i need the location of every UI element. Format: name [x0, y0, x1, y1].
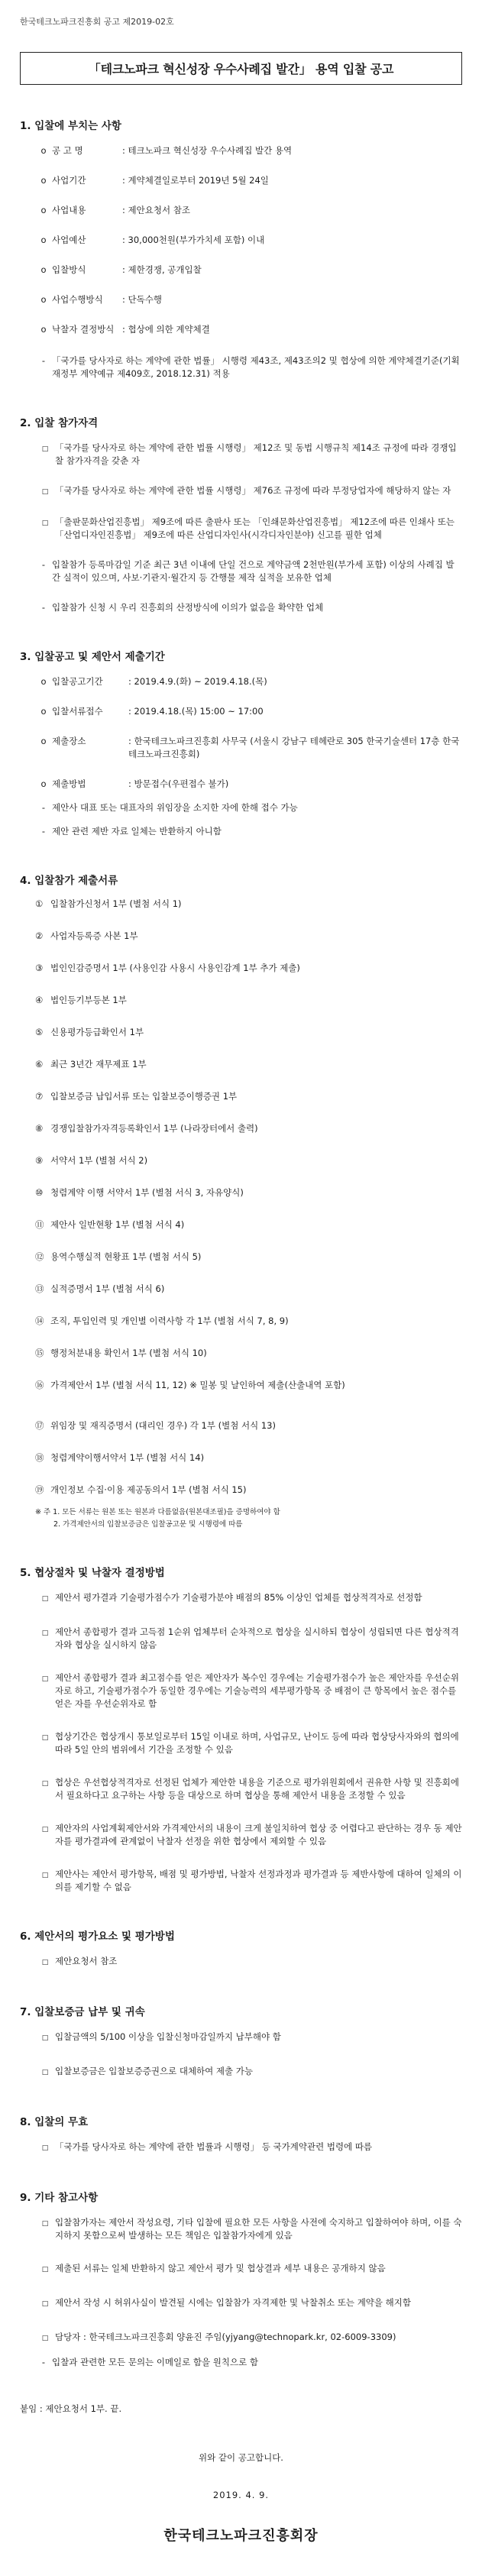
dash-bullet: -	[41, 826, 46, 837]
document-item	[35, 1379, 462, 1392]
section-3-list	[20, 675, 462, 838]
item-number: ⑩	[35, 1187, 44, 1198]
period-row	[35, 735, 462, 761]
circle-bullet: o	[40, 676, 47, 687]
period-row	[35, 778, 462, 791]
item-number: ⑧	[35, 1123, 44, 1134]
section-7-heading: 7. 입찰보증금 납부 및 귀속	[20, 2006, 145, 2018]
document-item-text: 제안사 일반현황 1부 (별첨 서식 4)	[50, 1219, 185, 1230]
document-item	[35, 1251, 462, 1264]
section-1-note	[20, 354, 462, 380]
circle-bullet: o	[40, 778, 47, 789]
submission-note	[35, 825, 462, 838]
section-8-list	[20, 2141, 462, 2155]
section-1-list	[20, 144, 462, 336]
square-bullet: □	[41, 1629, 49, 1637]
info-label: 사업수행방식	[52, 294, 103, 305]
item-number: ⑱	[35, 1452, 44, 1463]
deposit-text: 입찰금액의 5/100 이상을 입찰신청마감일까지 납부해야 함	[55, 2031, 281, 2042]
document-item	[35, 1283, 462, 1296]
procedure-text: 제안자의 사업계획제안서와 가격제안서의 내용이 크게 불일치하여 협상 중 어렵다고 판단하는 경우 동 제안자를 평가결과에 관계없이 낙찰자 선정을 위한 협상에서 제외할 수 있음	[55, 1823, 462, 1846]
circle-bullet: o	[40, 235, 47, 245]
deposit-text: 입찰보증금은 입찰보증증권으로 대체하여 제출 가능	[55, 2066, 254, 2076]
attachment-line: 붙임 : 제안요청서 1부. 끝.	[20, 2403, 122, 2414]
procedure-item	[35, 1730, 462, 1756]
reference-item	[35, 2262, 462, 2277]
square-bullet: □	[41, 2300, 49, 2308]
info-value: : 계약체결일로부터 2019년 5월 24일	[122, 175, 269, 186]
document-item-text: 청렴계약이행서약서 1부 (별첨 서식 14)	[50, 1452, 205, 1463]
invalidity-item	[35, 2141, 462, 2155]
procedure-item	[35, 1822, 462, 1848]
procedure-item	[35, 1591, 462, 1606]
square-bullet: □	[41, 2034, 49, 2042]
period-label: 제출방법	[52, 778, 86, 789]
qualification-note-text: 입찰참가 등록마감일 기준 최근 3년 이내에 단일 건으로 계약금액 2천만원(부가세 포함) 이상의 사례집 발간 실적이 있으며, 사보·기관지·월간지 등 간행물 제작 실적을 보유한 업체	[52, 559, 455, 583]
circle-bullet: o	[40, 175, 47, 186]
document-item	[35, 1122, 462, 1135]
square-bullet: □	[41, 519, 49, 527]
procedure-item	[35, 1776, 462, 1802]
square-bullet: □	[41, 1959, 49, 1966]
deposit-item	[35, 2065, 462, 2079]
document-item-text: 신용평가등급확인서 1부	[50, 1027, 144, 1037]
item-number: ⑦	[35, 1091, 44, 1102]
info-row	[35, 144, 462, 157]
procedure-text: 제안사는 제안서 평가항목, 배점 및 평가방법, 낙찰자 선정과정과 평가결과 등 제반사항에 대하여 일체의 이의를 제기할 수 없음	[55, 1869, 462, 1892]
document-item	[35, 1315, 462, 1328]
document-item-text: 최근 3년간 재무제표 1부	[50, 1059, 147, 1070]
square-bullet: □	[41, 445, 49, 453]
document-item-text: 행정처분내용 확인서 1부 (별첨 서식 10)	[50, 1348, 207, 1358]
item-number: ⑮	[35, 1348, 44, 1358]
info-label: 사업예산	[52, 235, 86, 245]
document-item	[35, 1186, 462, 1199]
item-number: ①	[35, 898, 44, 909]
procedure-text: 제안서 평가결과 기술평가점수가 기술평가분야 배점의 85% 이상인 업체를 협상적격자로 선정함	[55, 1592, 422, 1603]
closing-statement: 위와 같이 공고합니다.	[199, 2452, 283, 2463]
square-bullet: □	[41, 2144, 49, 2152]
period-value: : 방문접수(우편접수 불가)	[128, 778, 229, 789]
qualification-item	[35, 442, 462, 468]
qualification-item	[35, 484, 462, 499]
dash-bullet: -	[41, 2357, 46, 2367]
notice-number: 한국테크노파크진흥회 공고 제2019-02호	[20, 17, 174, 27]
reference-text: 입찰참가자는 제안서 작성요령, 기타 입찰에 필요한 모든 사항을 사전에 숙지하고 입찰하여야 하며, 이를 숙지하지 못함으로써 발생하는 모든 책임은 입찰참가자에게 있음	[55, 2217, 462, 2241]
square-bullet: □	[41, 1872, 49, 1879]
document-item-text: 용역수행실적 현황표 1부 (별첨 서식 5)	[50, 1251, 202, 1262]
item-number: ⑨	[35, 1155, 44, 1166]
info-row	[35, 174, 462, 187]
document-item-text: 서약서 1부 (별첨 서식 2)	[50, 1155, 148, 1166]
reference-text: 담당자 : 한국테크노파크진흥회 양윤진 주임(yjyang@technopark.kr, 02-6009-3309)	[55, 2332, 396, 2342]
section-2-heading: 2. 입찰 참가자격	[20, 417, 99, 429]
square-bullet: □	[41, 1675, 49, 1683]
dash-bullet: -	[41, 802, 46, 813]
section-1	[20, 117, 462, 380]
procedure-item	[35, 1626, 462, 1652]
reference-text: 제안서 작성 시 허위사실이 발견될 시에는 입찰참가 자격제한 및 낙찰취소 또는 계약을 해지함	[55, 2297, 412, 2308]
circle-bullet: o	[40, 324, 47, 335]
item-number: ②	[35, 930, 44, 941]
period-row	[35, 705, 462, 718]
qualification-text: 「국가를 당사자로 하는 계약에 관한 법률 시행령」 제12조 및 동법 시행규칙 제14조 규정에 따라 경쟁입찰 참가자격을 갖춘 자	[55, 442, 457, 466]
period-row	[35, 675, 462, 688]
document-item-text: 위임장 및 재직증명서 (대리인 경우) 각 1부 (별첨 서식 13)	[50, 1420, 276, 1431]
item-number: ④	[35, 995, 44, 1005]
item-number: ⑬	[35, 1283, 44, 1294]
document-item-text: 청렴계약 이행 서약서 1부 (별첨 서식 3, 자유양식)	[50, 1187, 244, 1198]
section-2-list	[20, 442, 462, 614]
square-bullet: □	[41, 1780, 49, 1788]
invalidity-text: 「국가를 당사자로 하는 계약에 관한 법률과 시행령」 등 국가계약관련 법령에 따름	[55, 2141, 373, 2152]
document-item	[35, 1347, 462, 1360]
qualification-item	[35, 516, 462, 542]
document-item-text: 입찰보증금 납입서류 또는 입찰보증이행증권 1부	[50, 1091, 238, 1102]
info-value: : 단독수행	[122, 294, 162, 305]
section-3	[20, 648, 462, 838]
dash-bullet: -	[41, 602, 46, 613]
document-item-text: 실적증명서 1부 (별첨 서식 6)	[50, 1283, 165, 1294]
info-label: 낙찰자 결정방식	[52, 324, 115, 335]
circle-bullet: o	[40, 706, 47, 717]
section-7	[20, 2003, 462, 2079]
square-bullet: □	[41, 1826, 49, 1833]
section-4-note-2: 2. 가격제안서의 입찰보증금은 입찰공고문 및 시행령에 따름	[53, 1520, 243, 1529]
info-value: : 협상에 의한 계약체결	[122, 324, 210, 335]
procedure-text: 협상은 우선협상적격자로 선정된 업체가 제안한 내용을 기준으로 평가위원회에서 권유한 사항 및 진흥회에서 필요하다고 요구하는 사항 등을 대상으로 하며 협상을 통해 제안서 내용을 조정할 수 있음	[55, 1777, 460, 1801]
document-item	[35, 994, 462, 1007]
square-bullet: □	[41, 2335, 49, 2342]
procedure-text: 제안서 종합평가 결과 최고점수를 얻은 제안자가 복수인 경우에는 기술평가점수가 높은 제안자를 우선순위자로 하고, 기술평가점수가 동일한 경우에는 기술능력의 세부평가항목 중 배점이 큰 항목에서 높은 점수를 얻은 자를 우선순위자로 함	[55, 1672, 460, 1709]
info-row	[35, 204, 462, 217]
evaluation-item	[35, 1955, 462, 1969]
procedure-item	[35, 1868, 462, 1894]
procedure-item	[35, 1671, 462, 1710]
info-label: 입찰방식	[52, 264, 86, 275]
section-6	[20, 1927, 462, 1969]
info-row	[35, 264, 462, 277]
qualification-note	[35, 558, 462, 584]
item-number: ⑪	[35, 1219, 44, 1230]
document-item	[35, 1484, 462, 1497]
document-title: 「테크노파크 혁신성장 우수사례집 발간」 용역 입찰 공고	[20, 52, 462, 85]
section-4-note-1: ※ 주 1. 모든 서류는 원본 또는 원본과 다름없음(원본대조필)을 증명하여야 함	[35, 1508, 280, 1516]
square-bullet: □	[41, 1595, 49, 1603]
square-bullet: □	[41, 1734, 49, 1742]
section-7-list	[20, 2031, 462, 2079]
section-4-list	[20, 898, 462, 1497]
issuing-organization: 한국테크노파크진흥회장	[163, 2528, 319, 2544]
section-9-list	[20, 2216, 462, 2345]
square-bullet: □	[41, 488, 49, 496]
section-9-note	[20, 2356, 462, 2369]
document-item-text: 법인등기부등본 1부	[50, 995, 127, 1005]
item-number: ⑭	[35, 1316, 44, 1326]
period-label: 입찰공고기간	[52, 676, 103, 687]
document-item	[35, 1451, 462, 1464]
period-value: : 2019.4.18.(목) 15:00 ~ 17:00	[128, 706, 264, 717]
document-item-text: 개인정보 수집·이용 제공동의서 1부 (별첨 서식 15)	[50, 1484, 247, 1495]
evaluation-text: 제안요청서 참조	[55, 1956, 118, 1966]
item-number: ③	[35, 963, 44, 973]
qualification-text: 「국가를 당사자로 하는 계약에 관한 법률 시행령」 제76조 규정에 따라 부정당업자에 해당하지 않는 자	[55, 485, 451, 496]
square-bullet: □	[41, 2220, 49, 2228]
document-item	[35, 898, 462, 911]
section-5-heading: 5. 협상절차 및 낙찰자 결정방법	[20, 1567, 165, 1579]
qualification-text: 「출판문화산업진흥법」 제9조에 따른 출판사 또는 「인쇄문화산업진흥법」 제12조에 따른 인쇄사 또는 「산업디자인진흥법」 제9조에 따른 산업디자인사(시각디자인분야) 신고를 필한 업체	[55, 516, 455, 540]
item-number: ⑤	[35, 1027, 44, 1037]
item-number: ⑫	[35, 1251, 44, 1262]
section-5-list	[20, 1591, 462, 1894]
section-6-list	[20, 1955, 462, 1969]
qualification-note-text: 입찰참가 신청 시 우리 진흥회의 산정방식에 이의가 없음을 확약한 업체	[52, 602, 324, 613]
document-item	[35, 1419, 462, 1432]
circle-bullet: o	[40, 205, 47, 215]
section-8	[20, 2113, 462, 2155]
item-number: ⑯	[35, 1380, 44, 1390]
document-item	[35, 1026, 462, 1039]
deposit-item	[35, 2031, 462, 2045]
reference-text: 제출된 서류는 일체 반환하지 않고 제안서 평가 및 협상결과 세부 내용은 공개하지 않음	[55, 2263, 386, 2273]
procedure-text: 제안서 종합평가 결과 고득점 1순위 업체부터 순차적으로 협상을 실시하되 협상이 성립되면 다른 협상적격자와 협상을 실시하지 않음	[55, 1626, 459, 1650]
circle-bullet: o	[40, 294, 47, 305]
dash-bullet: -	[41, 355, 46, 366]
section-1-note-text: 「국가를 당사자로 하는 계약에 관한 법률」 시행령 제43조, 제43조의2 및 협상에 의한 계약체결기준(기획재정부 계약예규 제409호, 2018.12.31) 적용	[52, 355, 460, 379]
qualification-note	[35, 601, 462, 614]
document-item	[35, 1154, 462, 1167]
document-item	[35, 962, 462, 975]
section-4	[20, 872, 462, 1530]
procedure-text: 협상기간은 협상개시 통보일로부터 15일 이내로 하며, 사업규모, 난이도 등에 따라 협상당사자와의 협의에 따라 5일 안의 범위에서 기간을 조정할 수 있음	[55, 1731, 459, 1755]
info-row	[35, 323, 462, 336]
submission-note	[35, 801, 462, 814]
section-6-heading: 6. 제안서의 평가요소 및 평가방법	[20, 1930, 175, 1943]
period-value: : 2019.4.9.(화) ~ 2019.4.18.(목)	[128, 676, 267, 687]
info-label: 사업내용	[52, 205, 86, 215]
dash-bullet: -	[41, 559, 46, 570]
section-9-heading: 9. 기타 참고사항	[20, 2192, 99, 2204]
document-item	[35, 930, 462, 943]
reference-item	[35, 2216, 462, 2242]
section-8-heading: 8. 입찰의 무효	[20, 2116, 89, 2128]
info-row	[35, 293, 462, 306]
section-2	[20, 414, 462, 614]
document-item-text: 입찰참가신청서 1부 (별첨 서식 1)	[50, 898, 182, 909]
document-item-text: 법인인감증명서 1부 (사용인감 사용시 사용인감계 1부 추가 제출)	[50, 963, 300, 973]
reference-item	[35, 2296, 462, 2311]
period-label: 제출장소	[52, 736, 86, 746]
item-number: ⑰	[35, 1420, 44, 1431]
section-4-heading: 4. 입찰참가 제출서류	[20, 875, 118, 887]
section-3-heading: 3. 입찰공고 및 제안서 제출기간	[20, 651, 165, 663]
info-value: : 제안요청서 참조	[122, 205, 190, 215]
section-9	[20, 2189, 462, 2369]
item-number: ⑲	[35, 1484, 44, 1495]
document-item-text: 조직, 투입인력 및 개인별 이력사항 각 1부 (별첨 서식 7, 8, 9)	[50, 1316, 289, 1326]
document-item-text: 가격제안서 1부 (별첨 서식 11, 12) ※ 밀봉 및 날인하여 제출(산출내역 포함)	[50, 1380, 345, 1390]
notice-date: 2019. 4. 9.	[212, 2490, 270, 2500]
submission-note-text: 제안 관련 제반 자료 일체는 반환하지 아니함	[52, 826, 222, 837]
circle-bullet: o	[40, 145, 47, 156]
info-label: 사업기간	[52, 175, 86, 186]
square-bullet: □	[41, 2266, 49, 2273]
info-value: : 제한경쟁, 공개입찰	[122, 264, 202, 275]
document-item-text: 경쟁입찰참가자격등록확인서 1부 (나라장터에서 출력)	[50, 1123, 258, 1134]
period-label: 입찰서류접수	[52, 706, 103, 717]
info-value: : 30,000천원(부가가치세 포함) 이내	[122, 235, 265, 245]
square-bullet: □	[41, 2069, 49, 2076]
reference-item	[35, 2331, 462, 2345]
section-5	[20, 1564, 462, 1894]
info-label: 공 고 명	[52, 145, 83, 156]
submission-note-text: 제안사 대표 또는 대표자의 위임장을 소지한 자에 한해 접수 가능	[52, 802, 298, 813]
document-item	[35, 1090, 462, 1103]
circle-bullet: o	[40, 736, 47, 746]
info-row	[35, 234, 462, 247]
section-1-heading: 1. 입찰에 부치는 사항	[20, 120, 121, 132]
period-value: : 한국테크노파크진흥회 사무국 (서울시 강남구 테헤란로 305 한국기술센터 17층 한국테크노파크진흥회)	[128, 736, 460, 759]
info-value: : 테크노파크 혁신성장 우수사례집 발간 용역	[122, 145, 293, 156]
section-9-note-text: 입찰과 관련한 모든 문의는 이메일로 함을 원칙으로 함	[52, 2357, 258, 2367]
document-item-text: 사업자등록증 사본 1부	[50, 930, 138, 941]
circle-bullet: o	[40, 264, 47, 275]
item-number: ⑥	[35, 1059, 44, 1070]
document-item	[35, 1218, 462, 1231]
document-item	[35, 1058, 462, 1071]
